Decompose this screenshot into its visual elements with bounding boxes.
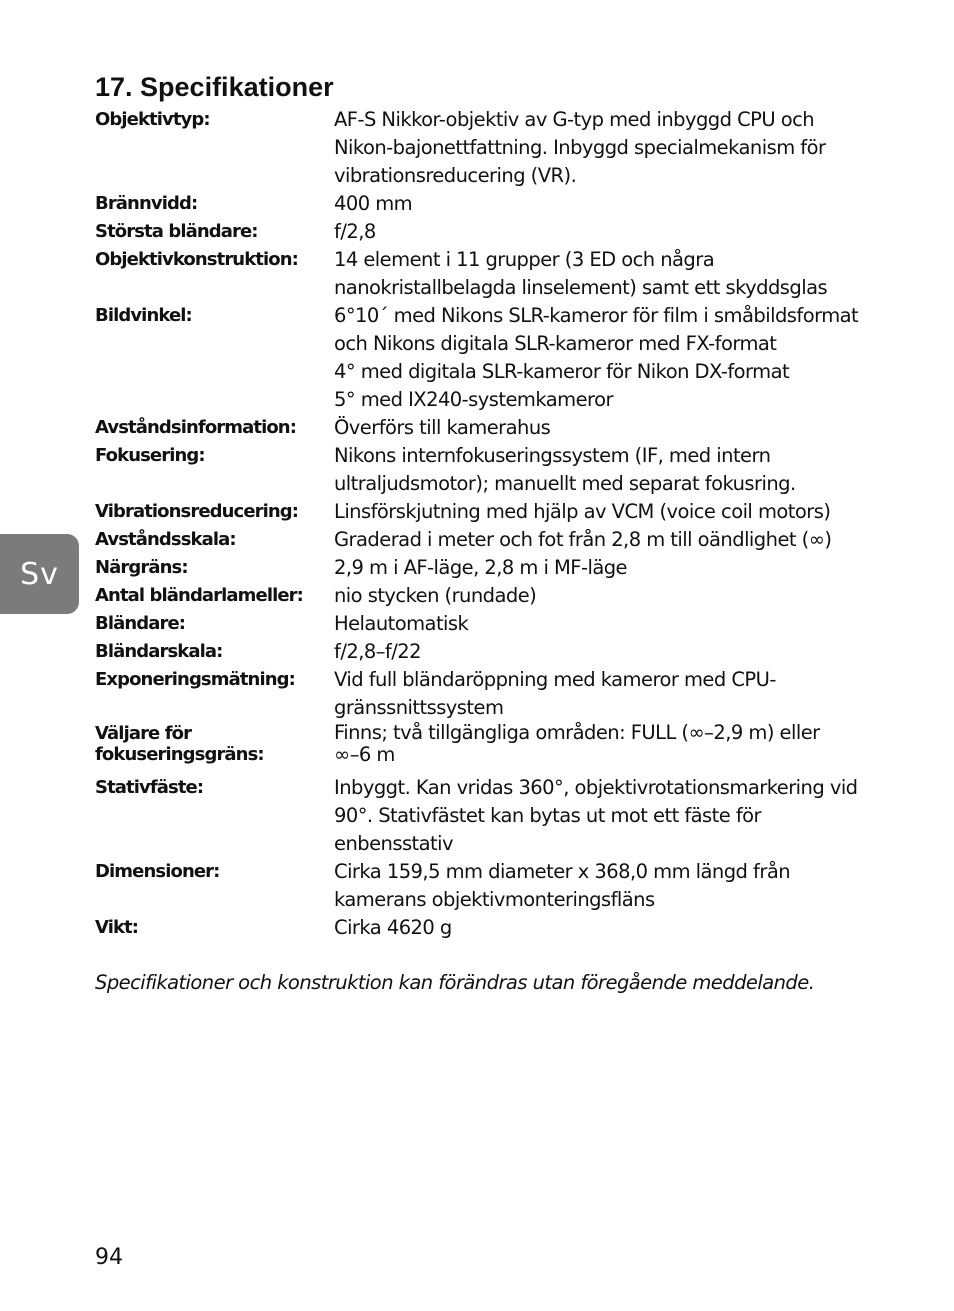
- spec-value-line: kamerans objektivmonteringsfläns: [334, 888, 655, 911]
- spec-value-line: enbensstativ: [334, 832, 454, 855]
- spec-value: [334, 526, 895, 554]
- spec-label: Bildvinkel:: [95, 305, 192, 326]
- spec-value: [334, 554, 895, 582]
- spec-row: [95, 442, 895, 498]
- spec-row: [95, 498, 895, 526]
- page-title: 17. Specifikationer: [95, 72, 334, 102]
- spec-value-line: 90°. Stativfästet kan bytas ut mot ett fäste för: [334, 804, 762, 827]
- page-number: 94: [95, 1245, 123, 1270]
- spec-value: [334, 442, 895, 498]
- spec-value-line: Inbyggt. Kan vridas 360°, objektivrotationsmarkering vid: [334, 776, 858, 799]
- spec-value-line: AF-S Nikkor-objektiv av G-typ med inbyggd CPU och: [334, 108, 815, 131]
- spec-row: [95, 190, 895, 218]
- spec-value-line: 2,9 m i AF-läge, 2,8 m i MF-läge: [334, 556, 627, 579]
- spec-value: [334, 582, 895, 610]
- spec-value-line: nanokristallbelagda linselement) samt ett skyddsglas: [334, 276, 828, 299]
- spec-value-line: ultraljudsmotor); manuellt med separat fokusring.: [334, 472, 796, 495]
- spec-value-line: Överförs till kamerahus: [334, 416, 551, 439]
- spec-label-line: Väljare för: [95, 723, 192, 744]
- spec-value: [334, 302, 895, 414]
- spec-label: Antal bländarlameller:: [95, 585, 303, 606]
- spec-row: [95, 106, 895, 190]
- spec-value: [334, 498, 895, 526]
- spec-value-line: Nikon-bajonettfattning. Inbyggd specialmekanism för: [334, 136, 826, 159]
- spec-label: Objektivtyp:: [95, 109, 210, 130]
- spec-label: Stativfäste:: [95, 777, 204, 798]
- spec-row: [95, 610, 895, 638]
- spec-row: [95, 638, 895, 666]
- spec-value: [334, 722, 895, 774]
- spec-value-line: vibrationsreducering (VR).: [334, 164, 577, 187]
- spec-value: [334, 666, 895, 722]
- spec-value-line: 5° med IX240-systemkameror: [334, 388, 613, 411]
- spec-row: [95, 554, 895, 582]
- spec-label: Exponeringsmätning:: [95, 669, 295, 690]
- spec-value: [334, 774, 895, 858]
- spec-row: [95, 914, 895, 942]
- spec-value-line: ∞–6 m: [334, 743, 395, 766]
- spec-value-line: Nikons internfokuseringssystem (IF, med intern: [334, 444, 771, 467]
- spec-label-line: fokuseringsgräns:: [95, 744, 264, 765]
- spec-value-line: Linsförskjutning med hjälp av VCM (voice coil motors): [334, 500, 831, 523]
- spec-value: [334, 218, 895, 246]
- spec-value: [334, 858, 895, 914]
- spec-label: Avståndsinformation:: [95, 417, 297, 438]
- spec-label: Vibrationsreducering:: [95, 501, 299, 522]
- spec-row: [95, 414, 895, 442]
- spec-value-line: 6°10´ med Nikons SLR-kameror för film i småbildsformat: [334, 304, 859, 327]
- spec-value-line: gränssnittssystem: [334, 696, 504, 719]
- language-tab: [0, 534, 79, 614]
- spec-row: [95, 582, 895, 610]
- spec-value: [334, 414, 895, 442]
- spec-value: [334, 610, 895, 638]
- spec-value-line: f/2,8: [334, 220, 376, 243]
- spec-label: Vikt:: [95, 917, 139, 938]
- spec-row: [95, 774, 895, 858]
- language-tab-label: Sv: [20, 556, 59, 592]
- spec-row: [95, 302, 895, 414]
- spec-value-line: nio stycken (rundade): [334, 584, 537, 607]
- spec-label: Största bländare:: [95, 221, 258, 242]
- spec-label: Brännvidd:: [95, 193, 198, 214]
- spec-label: Fokusering:: [95, 445, 205, 466]
- spec-row: [95, 526, 895, 554]
- spec-label: Avståndsskala:: [95, 529, 236, 550]
- spec-label: Bländarskala:: [95, 641, 223, 662]
- spec-value-line: Graderad i meter och fot från 2,8 m till oändlighet (∞): [334, 528, 832, 551]
- spec-label: Objektivkonstruktion:: [95, 249, 298, 270]
- spec-label: Närgräns:: [95, 557, 188, 578]
- spec-label: Bländare:: [95, 613, 186, 634]
- spec-row: [95, 246, 895, 302]
- footnote: Specifikationer och konstruktion kan förändras utan föregående meddelande.: [95, 971, 815, 994]
- spec-value-line: 400 mm: [334, 192, 413, 215]
- spec-value: [334, 914, 895, 942]
- spec-label: [95, 722, 334, 765]
- specifications-table: [95, 106, 895, 942]
- spec-value-line: 4° med digitala SLR-kameror för Nikon DX-format: [334, 360, 790, 383]
- spec-value-line: och Nikons digitala SLR-kameror med FX-format: [334, 332, 777, 355]
- spec-value-line: Cirka 4620 g: [334, 916, 452, 939]
- spec-value: [334, 190, 895, 218]
- spec-value-line: Vid full bländaröppning med kameror med CPU-: [334, 668, 776, 691]
- spec-value: [334, 638, 895, 666]
- spec-value: [334, 246, 895, 302]
- spec-row: [95, 666, 895, 722]
- spec-row: [95, 858, 895, 914]
- spec-label: Dimensioner:: [95, 861, 220, 882]
- spec-row: [95, 722, 895, 774]
- spec-value: [334, 106, 895, 190]
- spec-value-line: 14 element i 11 grupper (3 ED och några: [334, 248, 715, 271]
- spec-value-line: f/2,8–f/22: [334, 640, 421, 663]
- spec-value-line: Finns; två tillgängliga områden: FULL (∞–2,9 m) eller: [334, 721, 820, 744]
- spec-value-line: Helautomatisk: [334, 612, 469, 635]
- spec-row: [95, 218, 895, 246]
- spec-value-line: Cirka 159,5 mm diameter x 368,0 mm längd från: [334, 860, 791, 883]
